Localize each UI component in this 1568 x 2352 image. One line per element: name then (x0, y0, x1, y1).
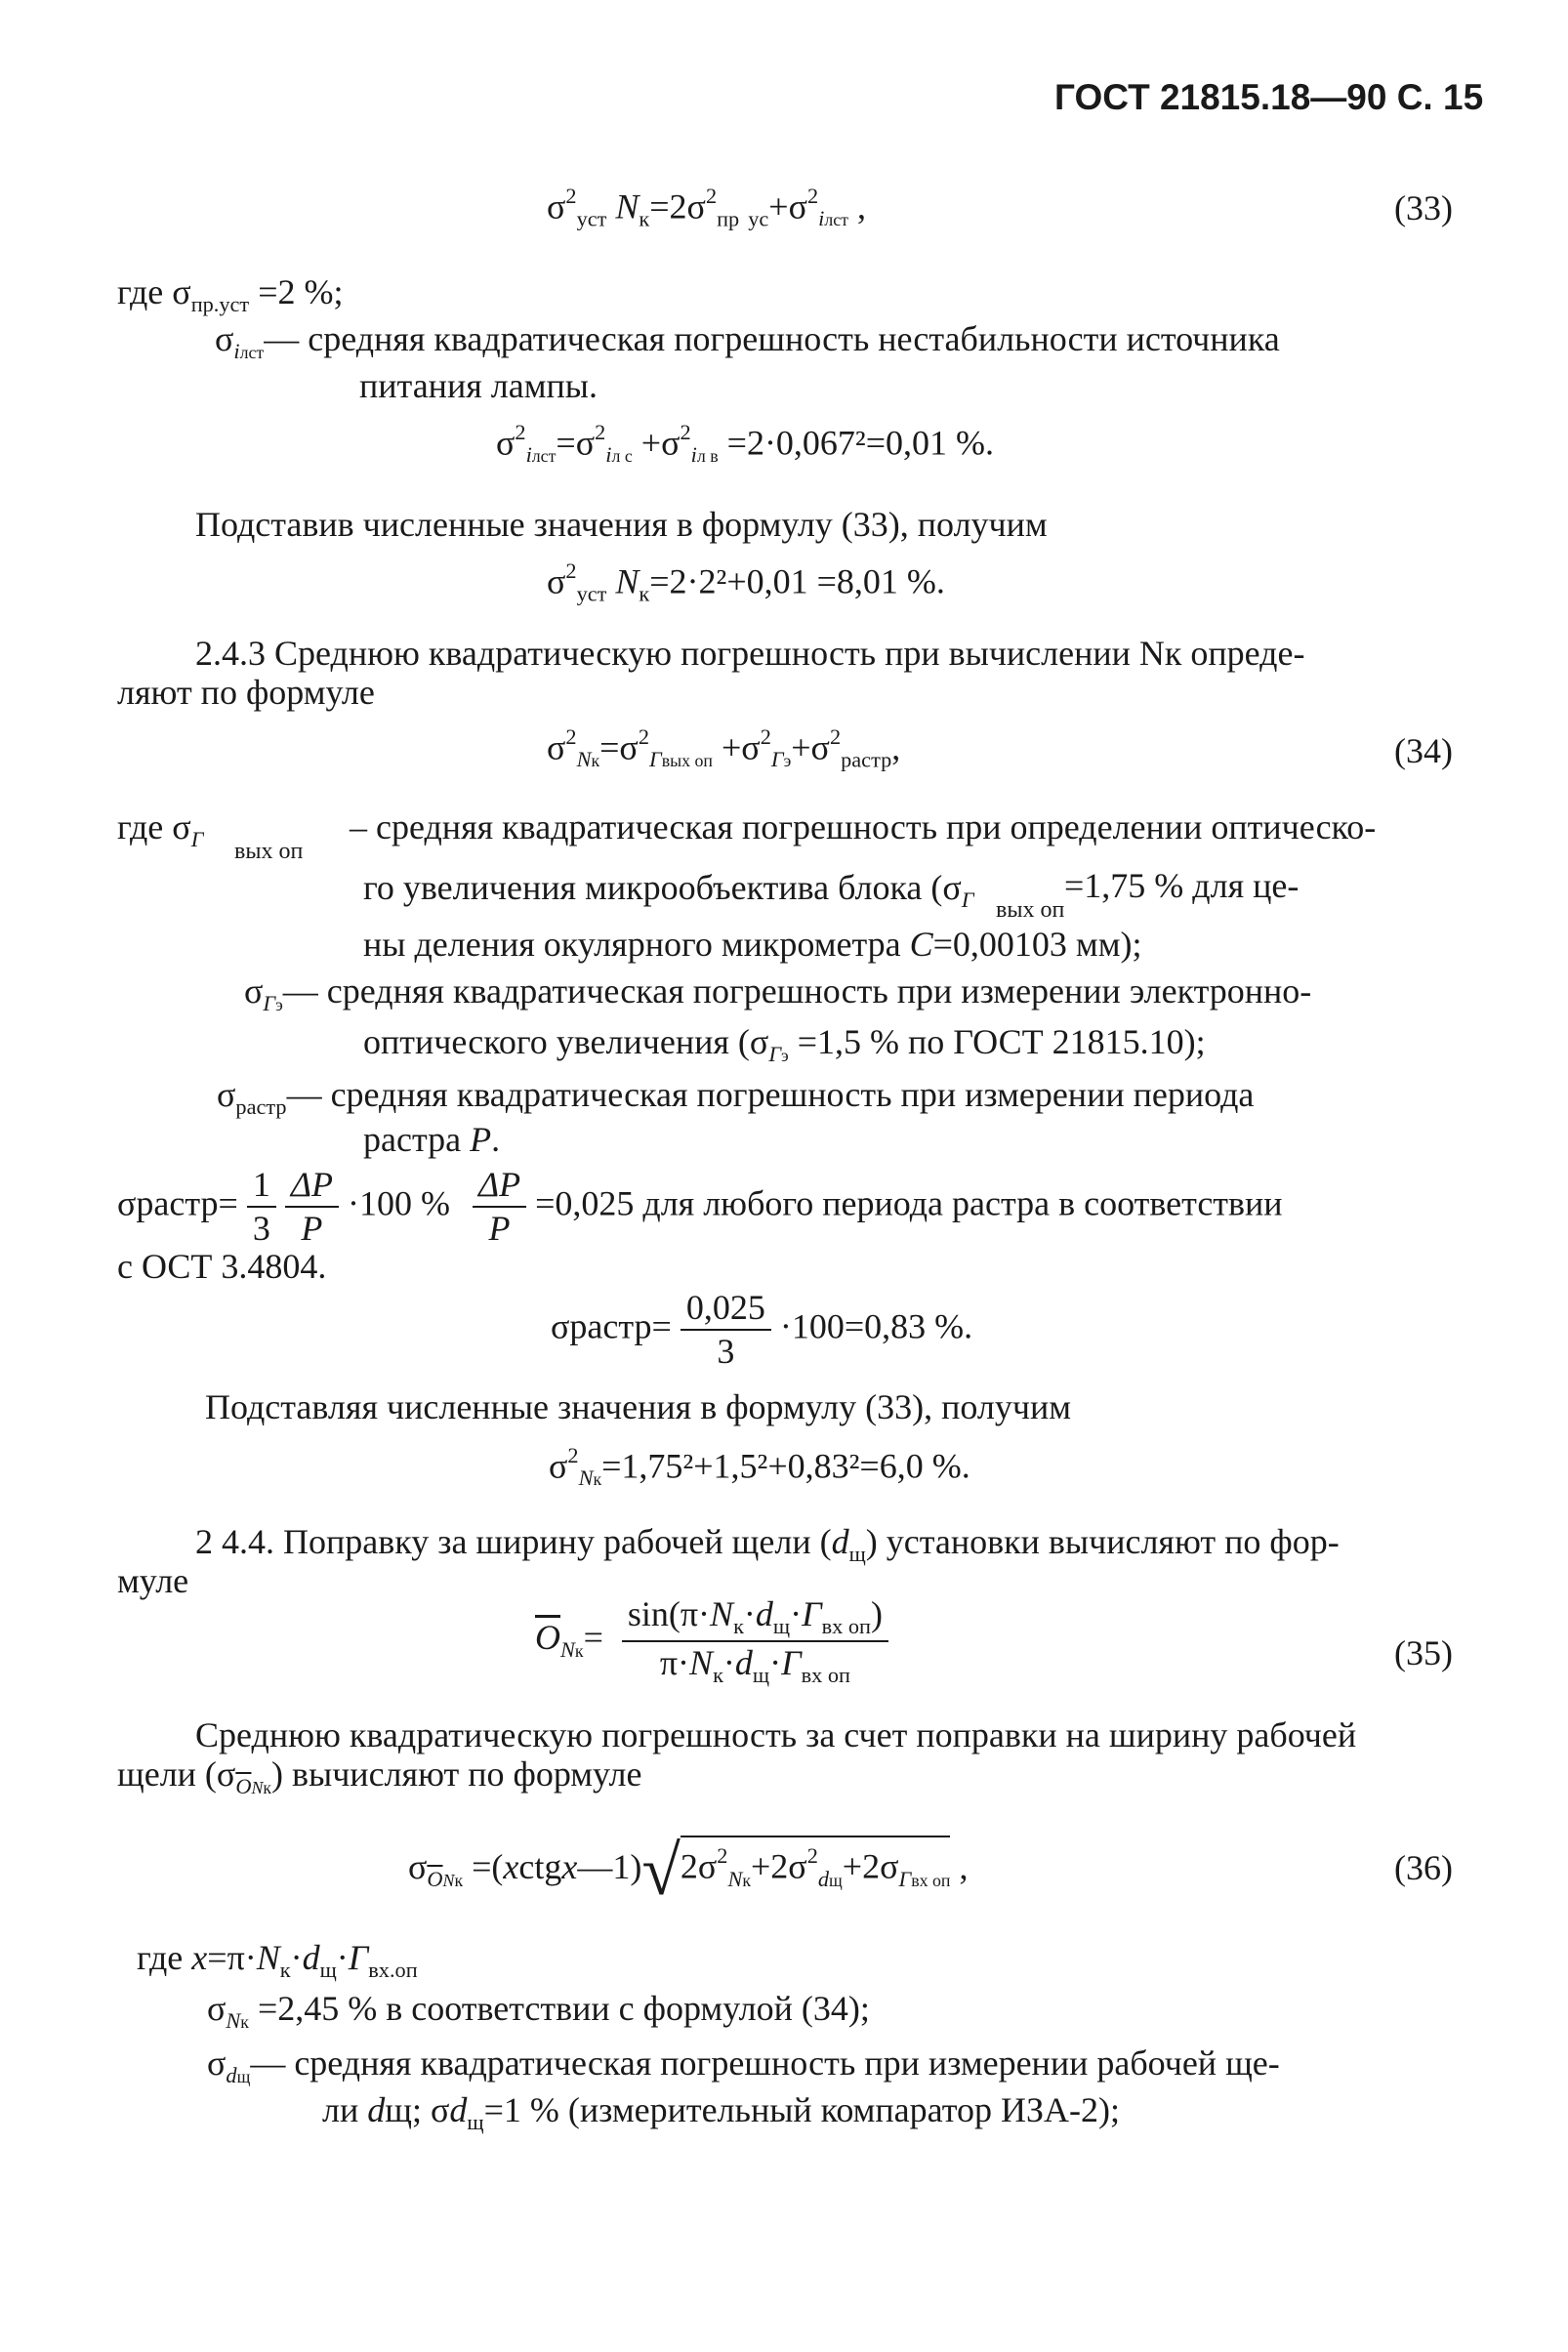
fraction-delta-p-1: $\frac{\Delta P}{P}$ (285, 1164, 339, 1250)
fraction-35: $\frac{\sin(\pi\cdot N_к\cdot d_щ\cdot\Gamma_{вх оп})}{\pi\cdot N_к\cdot d_щ\cdot\Gamma_{вх оп}}$ (622, 1593, 888, 1688)
fraction-1-3: $\frac{1}{3}$ (247, 1164, 276, 1250)
definition-sigma-ilst-cont: питания лампы. (359, 366, 598, 405)
where-clause-3: где $x=\pi\cdot N_к\cdot d_щ\cdot\Gamma_{вх.оп}$ (137, 1938, 418, 1982)
definition-gamma-out-line1: – средняя квадратическая погрешность при определении оптическо- (350, 807, 1377, 846)
equation-35: $\overline{O}_{Nк}=$ $\frac{\sin(\pi\cdot N_к\cdot d_щ\cdot\Gamma_{вх оп})}{\pi\cdot N_к\cdot d_щ\cdot\Gamma_{вх оп}}$ (535, 1593, 888, 1688)
equation-number-34: (34) (1394, 731, 1453, 770)
page-header: ГОСТ 21815.18—90 С. 15 (1054, 77, 1484, 117)
where-clause-2: где $\sigma_\Gamma$ (117, 807, 204, 851)
substitution-result-1: $\sigma^2_{уст}$ $N_к=2\cdot 2^2+0,01 =8,01$ %. (547, 558, 945, 606)
substitution-text-2: Подставляя численные значения в формулу (33), получим (205, 1387, 1072, 1426)
definition-gamma-out-line3: ны деления окулярного микрометра C=0,00103 мм); (363, 925, 1142, 964)
where-clause-3-line2: $\sigma_{Nк} =2,45$ % в соответствии с формулой (34); (207, 1989, 870, 2033)
raster-calc: σрастр= $\frac{0,025}{3}$ ·100=0,83 %. (551, 1287, 972, 1373)
equation-number-36: (36) (1394, 1848, 1453, 1887)
section-2-4-3-line2: ляют по формуле (117, 673, 375, 712)
definition-gamma-out-line2: го увеличения микрообъектива блока ($\sigma_\Gamma$ (363, 868, 974, 912)
definition-sigma-ilst: $\sigma_{iлст}—$ средняя квадратическая погрешность нестабильности источника (215, 319, 1280, 363)
fraction-0025-3: $\frac{0,025}{3}$ (681, 1287, 771, 1373)
definition-sigma-dsch: $\sigma_{dщ}—$ средняя квадратическая погрешность при измерении рабочей ще- (207, 2043, 1280, 2087)
fraction-delta-p-2: $\frac{\Delta P}{P}$ (473, 1164, 526, 1250)
definition-gamma-out-value-subscript: вых оп (996, 897, 1065, 923)
equation-ilst: $\sigma^2_{iлст}=\sigma^2_{iл с} +\sigma^2_{iл в} =2\cdot 0,067^2=0,01$ %. (496, 420, 995, 468)
where-clause-1: где $\sigma_{пр.уст} =2$ %; (117, 272, 344, 316)
substitution-text-1: Подставив численные значения в формулу (33), получим (195, 505, 1048, 544)
equation-33: $\sigma^2_{уст}$ $N_к=2\sigma^2_{пр}$ $_{ус}+\sigma^2_{iлст}$ , (547, 184, 866, 231)
section-2-4-4-line1: 2 4.4. Поправку за ширину рабочей щели $(d_щ)$ установки вычисляют по фор- (195, 1522, 1340, 1566)
definition-gamma-e-line2: оптического увеличения ($\sigma_{\Gamma э} =1,5$ % по ГОСТ 21815.10); (363, 1022, 1206, 1066)
definition-gamma-out-value: =1,75 % для це- (1064, 866, 1300, 905)
section-2-4-4-line2: муле (117, 1561, 189, 1600)
substitution-result-2: $\sigma^2_{Nк}=1,75^2+1,5^2+0,83^2=6,0$ %. (549, 1443, 970, 1491)
definition-raster-line2: растра P. (363, 1120, 501, 1159)
equation-number-33: (33) (1394, 188, 1453, 227)
equation-number-35: (35) (1394, 1633, 1453, 1672)
section-2-4-3-line1: 2.4.3 Среднюю квадратическую погрешность при вычислении Nк опреде- (195, 634, 1305, 673)
raster-formula-cont: с ОСТ 3.4804. (117, 1247, 327, 1286)
raster-formula: σрастр= $\frac{1}{3}$ $\frac{\Delta P}{P}$ ·100 % $\frac{\Delta P}{P}$ =0,025 для любого периода растра в соответствии (117, 1164, 1283, 1250)
paragraph-36-line1: Среднюю квадратическую погрешность за счет поправки на ширину рабочей (195, 1715, 1357, 1754)
definition-raster: $\sigma_{растр}—$ средняя квадратическая погрешность при измерении периода (217, 1075, 1255, 1119)
definition-sigma-dsch-line2: ли dщ; $\sigma d_щ=1$ % (измерительный компаратор ИЗА-2); (322, 2090, 1120, 2134)
paragraph-36-line2: щели $(\sigma_{\overline{O}Nк})$ вычисляют по формуле (117, 1754, 642, 1798)
definition-gamma-e: $\sigma_{\Gamma э}—$ средняя квадратическая погрешность при измерении электронно- (244, 971, 1312, 1015)
equation-34: $\sigma^2_{Nк}=\sigma^2_{\Gamma вых оп} +\sigma^2_{\Gamma э}+\sigma^2_{растр}$, (547, 724, 901, 772)
equation-36: $\sigma_{\overline{O}Nк}$ $=(xctgx—1)√2\sigma^2_{Nк}+2\sigma^2_{dщ}+2\sigma_{\Gamma вх оп}$ , (408, 1832, 969, 1910)
where-clause-2-subscript: вых оп (234, 839, 304, 864)
